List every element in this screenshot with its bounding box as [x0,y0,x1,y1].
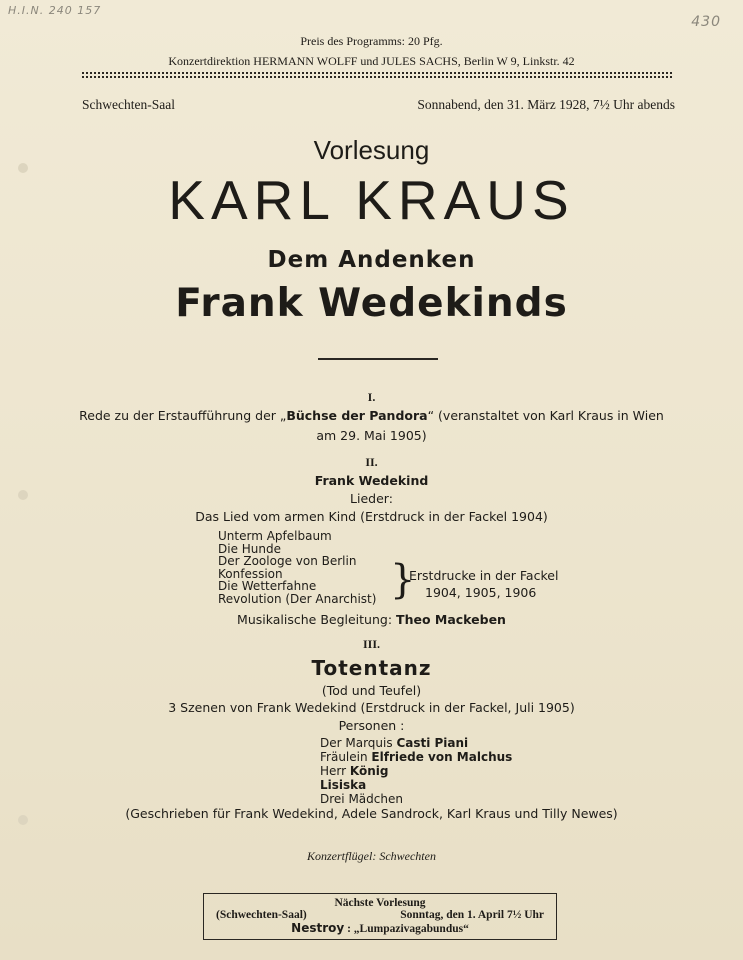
brace-note [409,567,558,601]
part-3-title: Totentanz [311,656,432,680]
part-3-description: 3 Szenen von Frank Wedekind (Erstdruck in der Fackel, Juli 1905) [168,700,575,715]
brace-note-line-1: Erstdrucke in der Fackel [409,568,559,583]
dotted-divider [82,76,672,78]
event-date: Sonnabend, den 31. März 1928, 7½ Uhr abends [417,97,675,112]
song-item: Revolution (Der Anarchist) [218,591,377,606]
part-3-numeral: III. [362,637,380,651]
song-item: Der Zoologe von Berlin [218,554,357,569]
part-2-first-song: Das Lied vom armen Kind (Erstdruck in der Fackel 1904) [195,509,548,524]
cast-item: Drei Mädchen [320,792,403,806]
title-rule [318,358,438,360]
cast-list [320,736,512,806]
next-lecture-separator: : [347,923,351,935]
cast-item: Herr König [320,764,389,778]
song-item: Die Hunde [218,541,282,556]
next-lecture-work: „Lumpazivagabundus“ [353,923,469,935]
part-2-author: Frank Wedekind [314,473,429,488]
next-lecture-program [204,921,556,935]
accompaniment [0,612,743,627]
cast-item: Fräulein Elfriede von Malchus [320,750,513,764]
written-for: (Geschrieben für Frank Wedekind, Adele Sandrock, Karl Kraus und Tilly Newes) [125,806,618,821]
piano-note: Konzertflügel: Schwechten [307,849,436,863]
part-1-text-a: Rede zu der Erstaufführung der „ [79,408,287,423]
next-lecture-author: Nestroy [291,921,345,935]
part-2-subtitle: Lieder: [350,491,393,506]
event-kind: Vorlesung [313,135,430,165]
part-1-line-1 [0,408,743,423]
dedication-line-2: Frank Wedekinds [175,281,568,326]
speaker-name: KARL KRAUS [168,169,575,231]
venue: Schwechten-Saal [82,97,175,112]
part-1-numeral: I. [367,390,376,404]
program-price: Preis des Programms: 20 Pfg. [300,34,443,48]
persons-label: Personen : [338,718,405,733]
brace-glyph: } [390,557,416,603]
accompaniment-label: Musikalische Begleitung: [237,612,393,627]
song-item: Die Wetterfahne [218,579,317,594]
next-lecture-heading: Nächste Vorlesung [334,897,426,909]
song-list [218,530,376,606]
next-lecture-date: Sonntag, den 1. April 7½ Uhr [400,909,544,921]
part-3-subtitle: (Tod und Teufel) [321,683,422,698]
brace-note-line-2: 1904, 1905, 1906 [425,585,537,600]
archive-mark-right: 430 [691,14,721,30]
song-item: Konfession [218,566,283,581]
dedication-line-1: Dem Andenken [267,247,476,273]
cast-item: Der Marquis Casti Piani [320,736,469,750]
part-1-line-2: am 29. Mai 1905) [316,428,427,443]
cast-item: Lisiska [320,778,367,792]
dotted-divider [82,72,672,74]
concert-direction: Konzertdirektion HERMANN WOLFF und JULES SACHS, Berlin W 9, Linkstr. 42 [168,54,575,68]
next-lecture-venue: (Schwechten-Saal) [216,909,307,921]
next-lecture-box [203,893,557,940]
archive-mark-left: H.I.N. 240 157 [8,4,102,17]
part-2-numeral: II. [365,455,378,469]
accompaniment-name: Theo Mackeben [396,612,506,627]
part-1-text-c: “ (veranstaltet von Karl Kraus in Wien [427,408,664,423]
part-1-work-title: Büchse der Pandora [286,408,428,423]
song-item: Unterm Apfelbaum [218,529,332,543]
